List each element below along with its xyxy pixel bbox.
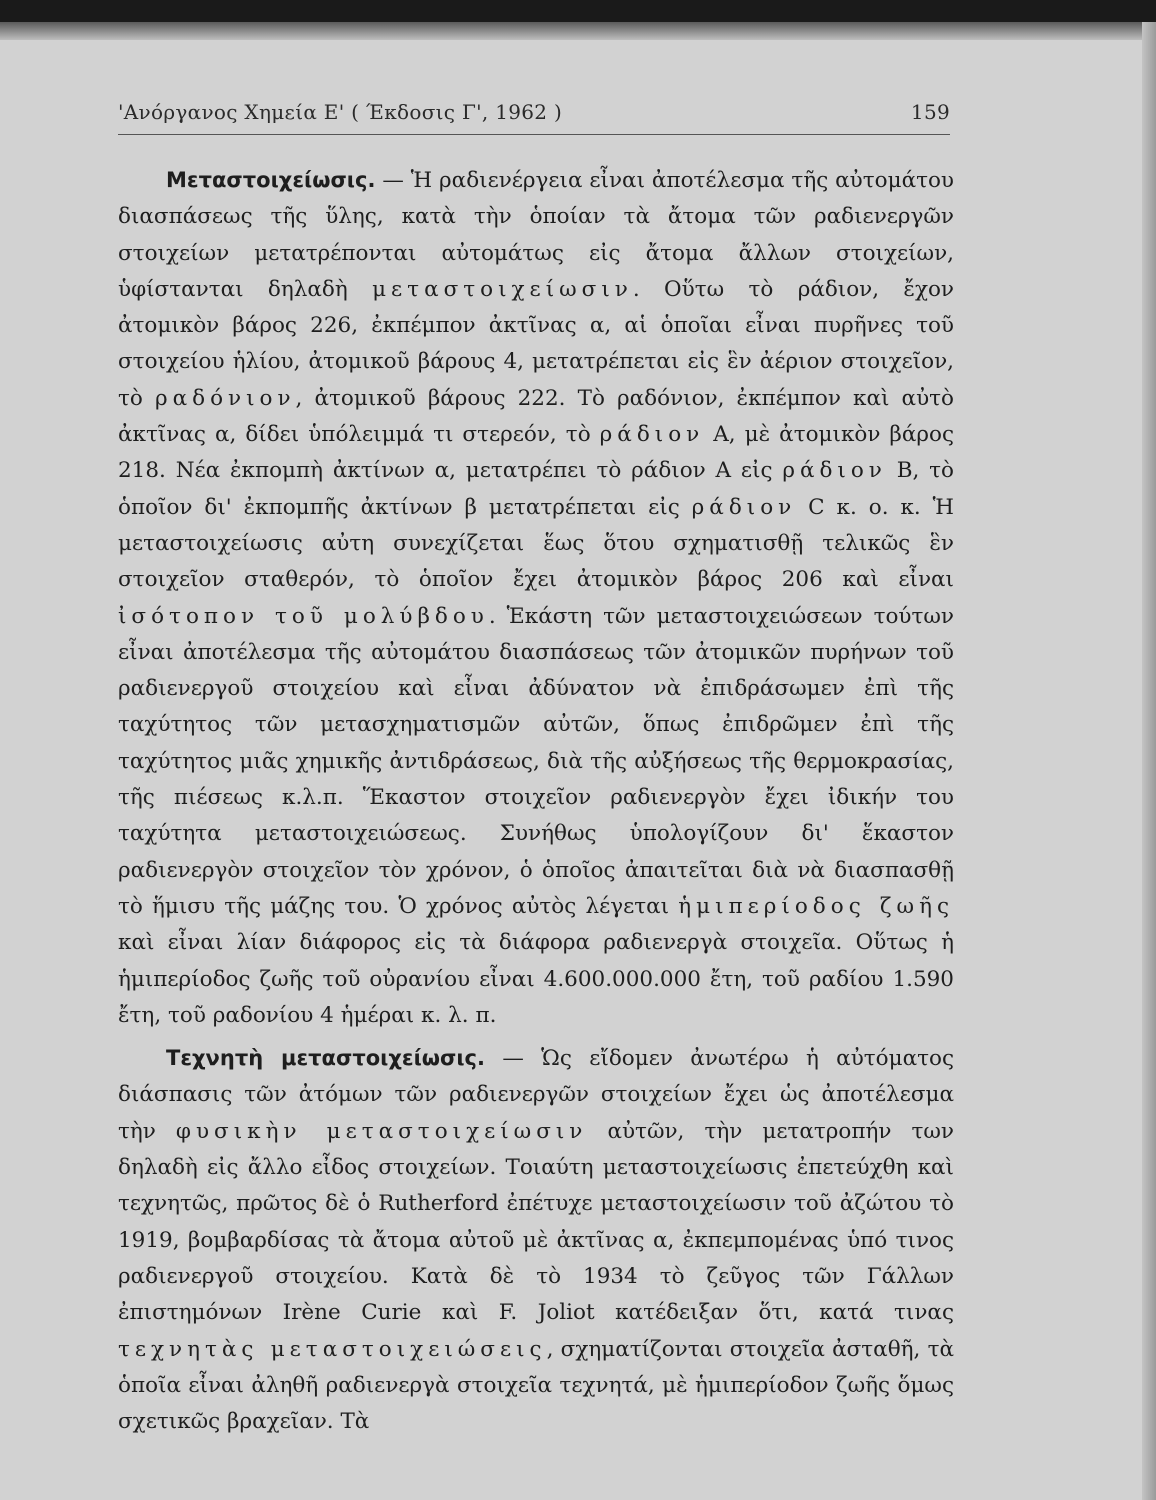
spaced-term: ράδιον bbox=[782, 458, 887, 484]
text-run: — Ἡ ραδιενέργεια εἶναι ἀποτέλεσμα τῆς αὐτομάτου διασπάσεως τῆς ὕλης, κατὰ τὴν ὁποίαν τὰ ἄτομα τῶν ραδιενεργῶν στοιχείων μετατρέπονται αὐτομάτως εἰς ἄτομα ἄλλων στοιχείων, ὑφίστανται δηλαδὴ bbox=[118, 168, 954, 302]
spaced-term: ἰσότοπον τοῦ μολύβδου bbox=[118, 603, 489, 629]
spaced-term: ραδόνιον bbox=[154, 385, 296, 411]
scan-page-edge bbox=[0, 22, 1156, 40]
running-header bbox=[118, 100, 950, 124]
text-run: , ἀτομικοῦ βάρους 222. Τὸ ραδόνιον, ἐκπέμπον καὶ αὐτὸ ἀκτῖνας α, δίδει ὑπόλειμμά τι στερεόν, τὸ bbox=[118, 385, 954, 448]
section-heading: Τεχνητὴ μεταστοιχείωσις. bbox=[166, 1046, 485, 1071]
spaced-term: μεταστοιχείωσιν bbox=[372, 276, 633, 302]
text-run: , σχηματίζονται στοιχεῖα ἀσταθῆ, τὰ ὁποῖα εἶναι ἀληθῆ ραδιενεργὰ στοιχεῖα τεχνητά, μὲ ἡμιπερίοδον ζωῆς ὅμως σχετικῶς βραχεῖαν. Τὰ bbox=[118, 1336, 955, 1435]
page-number: 159 bbox=[910, 100, 950, 124]
spaced-term: ράδιον bbox=[599, 422, 705, 448]
paragraph-transmutation bbox=[118, 162, 954, 1034]
text-run: Α, μὲ ἀτομικὸν βάρος 218. Νέα ἐκπομπὴ ἀκτίνων α, μετατρέπει τὸ ράδιον Α εἰς bbox=[118, 422, 954, 484]
text-run: C κ. ο. κ. Ἡ μεταστοιχείωσις αὐτη συνεχίζεται ἕως ὅτου σχηματισθῇ τελικῶς ἓν στοιχεῖον σταθερόν, τὸ ὁποῖον ἔχει ἀτομικὸν βάρος 206 καὶ εἶναι bbox=[118, 494, 954, 593]
paragraph-artificial-transmutation bbox=[118, 1040, 954, 1440]
spaced-term: τεχνητὰς μεταστοιχειώσεις bbox=[118, 1336, 547, 1362]
body-text bbox=[118, 162, 954, 1440]
text-run: αὐτῶν, τὴν μετατροπήν των δηλαδὴ εἰς ἄλλο εἶδος στοιχείων. Τοιαύτη μεταστοιχείωσις ἐπετεύχθη καὶ τεχνητῶς, πρῶτος δὲ ὁ Rutherford ἐπέτυχε μεταστοιχείωσιν τοῦ ἀζώτου τὸ 1919, βομβαρδίσας τὰ ἄτομα αὐτοῦ μὲ ἀκτῖνας α, ἐκπεμπομένας ὑπό τινος ραδιενεργοῦ στοιχείου. Κατὰ δὲ τὸ 1934 τὸ ζεῦγος τῶν Γάλλων ἐπιστημόνων Irène Curie καὶ F. Joliot κατέδειξαν ὅτι, κατά τινας bbox=[118, 1118, 954, 1326]
header-rule bbox=[118, 134, 950, 135]
spaced-term: φυσικὴν μεταστοιχείωσιν bbox=[175, 1118, 588, 1144]
scan-right-border bbox=[1142, 22, 1156, 1500]
running-title: 'Ανόργανος Χημεία Ε' ( Έκδοσις Γ', 1962 ) bbox=[118, 100, 563, 124]
text-run: — Ὡς εἴδομεν ἀνωτέρω ἡ αὐτόματος διάσπασις τῶν ἀτόμων τῶν ραδιενεργῶν στοιχείων ἔχει ὡς ἀποτέλεσμα τὴν bbox=[118, 1046, 954, 1144]
scan-top-border bbox=[0, 0, 1156, 22]
spaced-term: ράδιον bbox=[691, 494, 797, 520]
text-run: . Ἑκάστη τῶν μεταστοιχειώσεων τούτων εἶναι ἀποτέλεσμα τῆς αὐτομάτου διασπάσεως τῶν ἀτομικῶν πυρήνων τοῦ ραδιενεργοῦ στοιχείου καὶ εἶναι ἀδύνατον νὰ ἐπιδράσωμεν ἐπὶ τῆς ταχύτητος τῶν μετασχηματισμῶν αὐτῶν, ὅπως ἐπιδρῶμεν ἐπὶ τῆς ταχύτητος μιᾶς χημικῆς ἀντιδράσεως, διὰ τῆς αὐξήσεως τῆς θερμοκρασίας, τῆς πιέσεως κ.λ.π. Ἕκαστον στοιχεῖον ραδιενεργὸν ἔχει ἰδικήν του ταχύτητα μεταστοιχειώσεως. Συνήθως ὑπολογίζουν δι' ἕκαστον ραδιενεργὸν στοιχεῖον τὸν χρόνον, ὁ ὁποῖος ἀπαιτεῖται διὰ νὰ διασπασθῇ τὸ ἥμισυ τῆς μάζης του. Ὁ χρόνος αὐτὸς λέγεται bbox=[118, 603, 954, 919]
text-run: Β, τὸ ὁποῖον δι' ἐκπομπῆς ἀκτίνων β μετατρέπεται εἰς bbox=[118, 458, 954, 520]
section-heading: Μεταστοιχείωσις. bbox=[166, 168, 376, 192]
text-run: καὶ εἶναι λίαν διάφορος εἰς τὰ διάφορα ραδιενεργὰ στοιχεῖα. Οὕτως ἡ ἡμιπερίοδος ζωῆς τοῦ οὐρανίου εἶναι 4.600.000.000 ἔτη, τοῦ ραδίου 1.590 ἔτη, τοῦ ραδονίου 4 ἡμέραι κ. λ. π. bbox=[118, 930, 954, 1028]
text-run: . Οὕτω τὸ ράδιον, ἔχον ἀτομικὸν βάρος 226, ἐκπέμπον ἀκτῖνας α, αἱ ὁποῖαι εἶναι πυρῆνες τοῦ στοιχείου ἡλίου, ἀτομικοῦ βάρους 4, μετατρέπεται εἰς ἓν ἀέριον στοιχεῖον, τὸ bbox=[118, 276, 954, 411]
spaced-term: ἡμιπερίοδος ζωῆς bbox=[678, 893, 955, 919]
